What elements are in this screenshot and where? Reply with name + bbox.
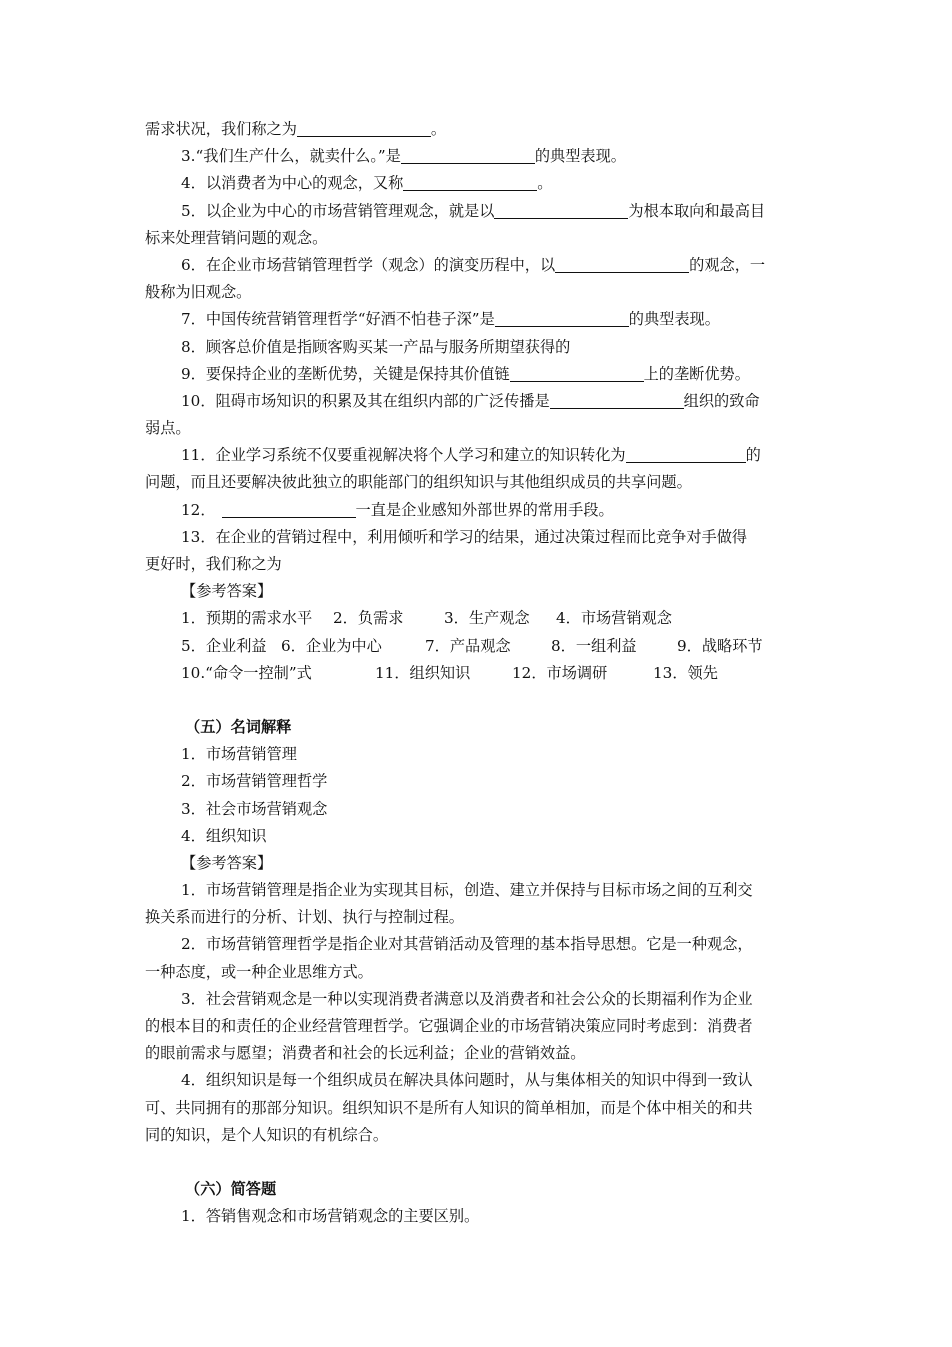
answer-item: 12．市场调研 bbox=[512, 663, 608, 682]
question-3: 3.“我们生产什么，就卖什么。”是 的典型表现。 bbox=[181, 147, 626, 166]
question-item: 1．答销售观念和市场营销观念的主要区别。 bbox=[181, 1207, 480, 1226]
section-6-heading: （六）简答题 bbox=[185, 1179, 277, 1198]
answer-item: 6．企业为中心 bbox=[281, 636, 382, 655]
question-13: 13．在企业的营销过程中，利用倾听和学习的结果，通过决策过程而比竞争对手做得 bbox=[181, 527, 748, 546]
question-10: 10．阻碍市场知识的积累及其在组织内部的广泛传播是 组织的致命 bbox=[181, 391, 760, 410]
answer-blank bbox=[403, 173, 537, 191]
question-10-cont: 弱点。 bbox=[145, 419, 191, 438]
question-4: 4．以消费者为中心的观念，又称 。 bbox=[181, 174, 553, 193]
answer-label: 【参考答案】 bbox=[181, 853, 273, 872]
answer-blank bbox=[222, 500, 356, 518]
answers-row-2 bbox=[145, 633, 813, 660]
definition-1: 1．市场营销管理是指企业为实现其目标，创造、建立并保持与目标市场之间的互利交 bbox=[181, 881, 753, 900]
definition-3: 3．社会营销观念是一种以实现消费者满意以及消费者和社会公众的长期福利作为企业 bbox=[181, 989, 753, 1008]
answer-item: 13．领先 bbox=[653, 663, 718, 682]
answer-blank bbox=[626, 445, 746, 463]
definition-2-cont: 一种态度，或一种企业思维方式。 bbox=[145, 962, 373, 981]
answer-blank bbox=[510, 364, 644, 382]
definition-4: 4．组织知识是每一个组织成员在解决具体问题时，从与集体相关的知识中得到一致认 bbox=[181, 1071, 753, 1090]
definition-2: 2．市场营销管理哲学是指企业对其营销活动及管理的基本指导思想。它是一种观念， bbox=[181, 935, 753, 954]
answers-row-3 bbox=[145, 660, 813, 687]
answer-item: 11．组织知识 bbox=[375, 663, 471, 682]
document-page bbox=[145, 116, 813, 1230]
answer-item: 4．市场营销观念 bbox=[556, 609, 672, 628]
answer-item: 8．一组利益 bbox=[551, 636, 637, 655]
question-5: 5．以企业为中心的市场营销管理观念，就是以 为根本取向和最高目 bbox=[181, 201, 766, 220]
answer-item: 5．企业利益 bbox=[181, 636, 267, 655]
question-6-cont: 般称为旧观念。 bbox=[145, 283, 252, 302]
term-item: 2．市场营销管理哲学 bbox=[181, 772, 328, 791]
answer-blank bbox=[401, 146, 535, 164]
section-spacer bbox=[145, 1149, 813, 1176]
question-11-cont: 问题，而且还要解决彼此独立的职能部门的组织知识与其他组织成员的共享问题。 bbox=[145, 473, 692, 492]
definition-3-cont: 的眼前需求与愿望；消费者和社会的长远利益；企业的营销效益。 bbox=[145, 1044, 586, 1063]
question-8: 8．顾客总价值是指顾客购买某一产品与服务所期望获得的 bbox=[181, 337, 571, 356]
answers-row-1 bbox=[145, 605, 813, 632]
answer-item: 9．战略环节 bbox=[677, 636, 763, 655]
question-5-cont: 标来处理营销问题的观念。 bbox=[145, 228, 328, 247]
section-5-heading: （五）名词解释 bbox=[185, 717, 292, 736]
answer-blank bbox=[297, 119, 431, 137]
answer-blank bbox=[555, 255, 689, 273]
answer-item: 3．生产观念 bbox=[444, 609, 530, 628]
answer-blank bbox=[495, 309, 629, 327]
question-9: 9．要保持企业的垄断优势，关键是保持其价值链 上的垄断优势。 bbox=[181, 364, 750, 383]
definition-3-cont: 的根本目的和责任的企业经营管理哲学。它强调企业的市场营销决策应同时考虑到：消费者 bbox=[145, 1017, 753, 1035]
term-item: 4．组织知识 bbox=[181, 826, 267, 845]
question-2-tail: 需求状况，我们称之为 。 bbox=[145, 120, 447, 138]
answer-blank bbox=[494, 201, 628, 219]
answer-blank bbox=[550, 391, 684, 409]
answer-item: 10.“命令一控制”式 bbox=[181, 663, 312, 682]
answer-item: 2．负需求 bbox=[333, 609, 404, 628]
term-item: 3．社会市场营销观念 bbox=[181, 799, 328, 818]
question-13-cont: 更好时，我们称之为 bbox=[145, 555, 282, 573]
answer-label: 【参考答案】 bbox=[181, 582, 273, 601]
answer-item: 7．产品观念 bbox=[425, 636, 511, 655]
question-6: 6．在企业市场营销管理哲学（观念）的演变历程中，以 的观念，一 bbox=[181, 255, 766, 274]
definition-1-cont: 换关系而进行的分析、计划、执行与控制过程。 bbox=[145, 908, 464, 927]
answer-item: 1．预期的需求水平 bbox=[181, 609, 313, 628]
question-12: 12． 一直是企业感知外部世界的常用手段。 bbox=[181, 500, 614, 519]
question-7: 7．中国传统营销管理哲学“好酒不怕巷子深”是 的典型表现。 bbox=[181, 310, 720, 329]
definition-4-cont: 同的知识，是个人知识的有机综合。 bbox=[145, 1125, 388, 1144]
term-item: 1．市场营销管理 bbox=[181, 745, 297, 764]
definition-4-cont: 可、共同拥有的那部分知识。组织知识不是所有人知识的简单相加，而是个体中相关的和共 bbox=[145, 1098, 753, 1117]
question-11: 11．企业学习系统不仅要重视解决将个人学习和建立的知识转化为 的 bbox=[181, 446, 761, 465]
section-spacer bbox=[145, 687, 813, 714]
